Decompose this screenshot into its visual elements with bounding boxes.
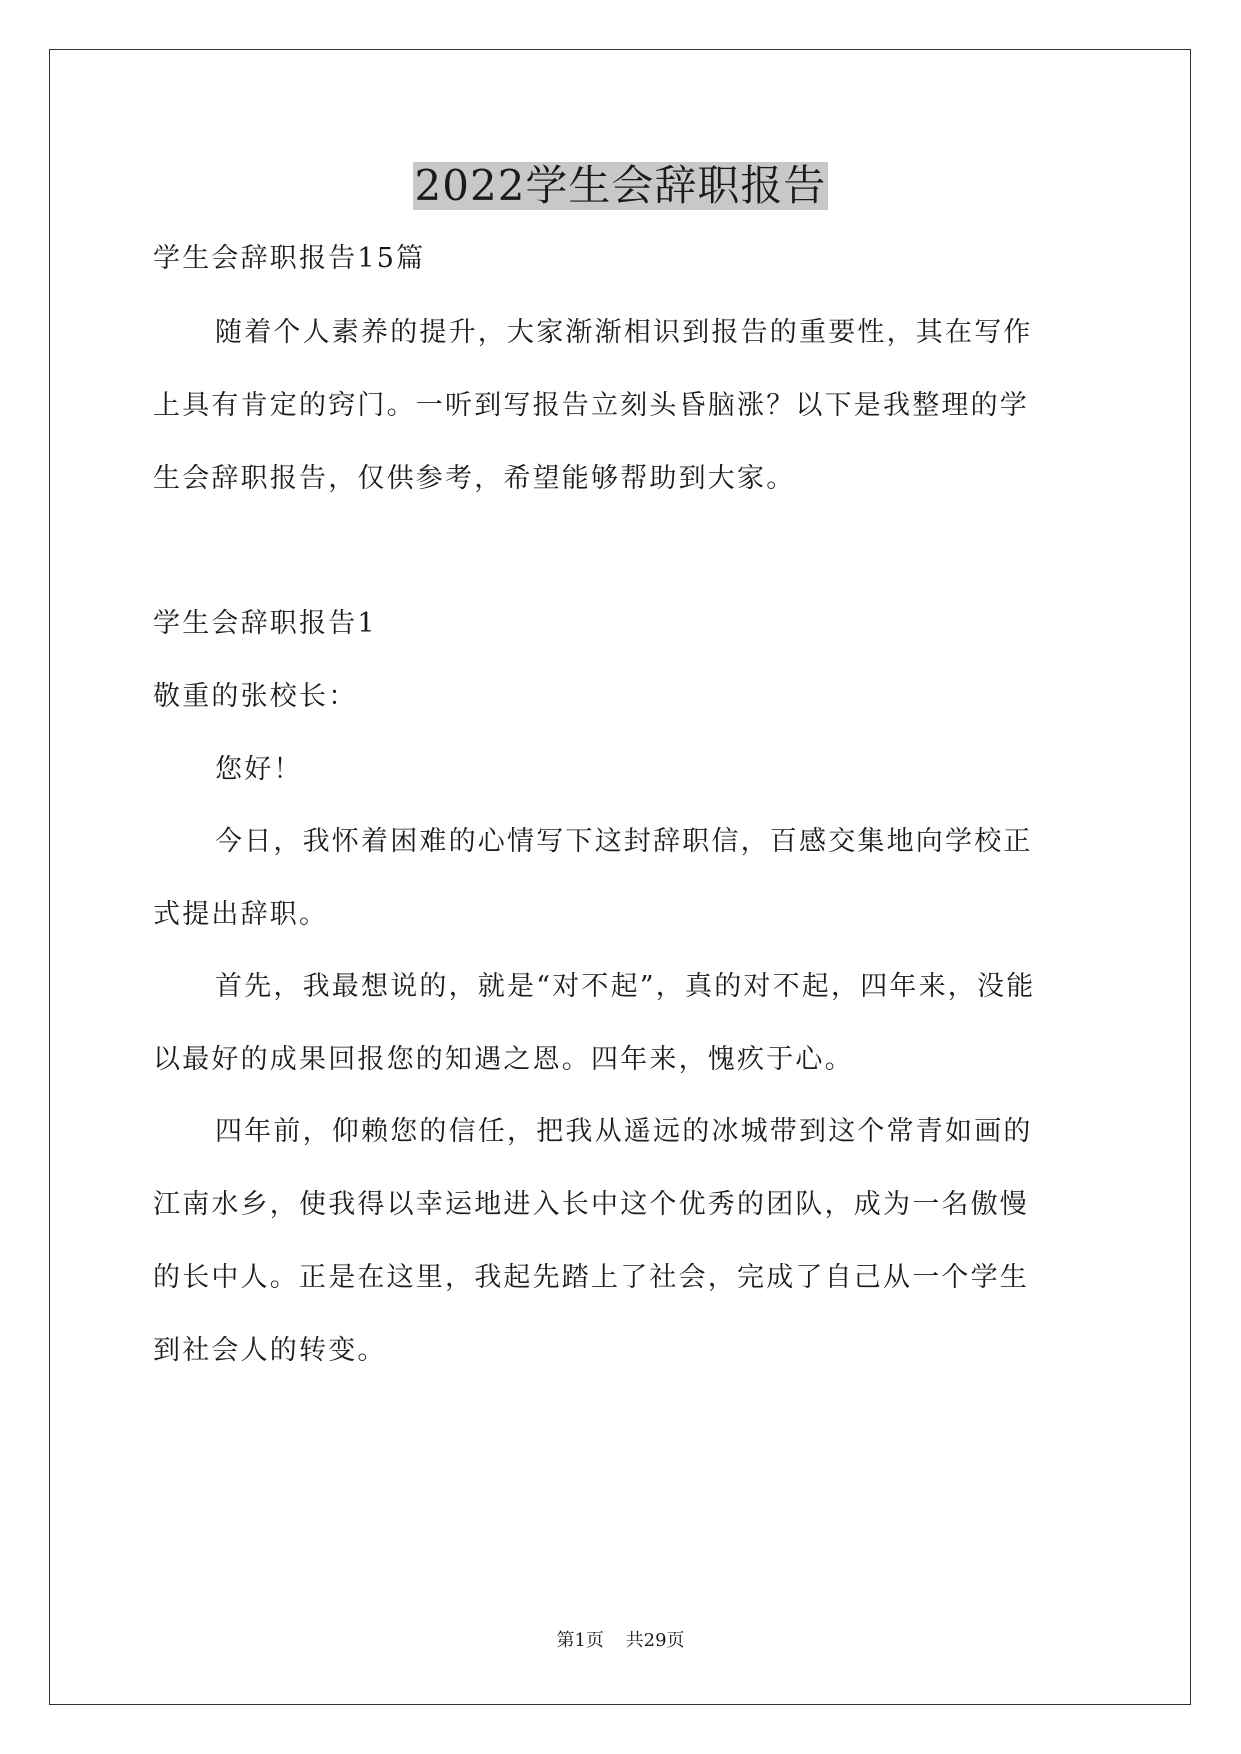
paragraph-line: 随着个人素养的提升，大家渐渐相识到报告的重要性，其在写作 (215, 317, 1033, 348)
paragraph-line: 上具有肯定的窍门。一听到写报告立刻头昏脑涨？以下是我整理的学 (153, 390, 1029, 421)
paragraph-line: 生会辞职报告，仅供参考，希望能够帮助到大家。 (153, 463, 796, 494)
page-border (49, 49, 1191, 1705)
page-number: 第1页 (556, 1630, 604, 1651)
paragraph-line: 式提出辞职。 (153, 899, 329, 930)
paragraph-line: 江南水乡，使我得以幸运地进入长中这个优秀的团队，成为一名傲慢 (153, 1189, 1029, 1220)
paragraph-line: 的长中人。正是在这里，我起先踏上了社会，完成了自己从一个学生 (153, 1262, 1029, 1293)
page-total: 共29页 (625, 1630, 685, 1651)
greeting: 您好！ (215, 754, 303, 785)
document-title: 2022学生会辞职报告 (414, 161, 827, 210)
paragraph-line: 首先，我最想说的，就是“对不起”，真的对不起，四年来，没能 (215, 971, 1036, 1002)
paragraph-line: 四年前，仰赖您的信任，把我从遥远的冰城带到这个常青如画的 (215, 1116, 1033, 1147)
paragraph-line: 今日，我怀着困难的心情写下这封辞职信，百感交集地向学校正 (215, 826, 1033, 857)
salutation: 敬重的张校长： (153, 681, 358, 712)
title-container (0, 162, 1241, 210)
section-heading: 学生会辞职报告1 (153, 608, 377, 639)
paragraph-line: 到社会人的转变。 (153, 1335, 387, 1366)
page-footer (0, 1630, 1241, 1652)
subtitle: 学生会辞职报告15篇 (153, 243, 426, 274)
paragraph-line: 以最好的成果回报您的知遇之恩。四年来，愧疚于心。 (153, 1044, 854, 1075)
